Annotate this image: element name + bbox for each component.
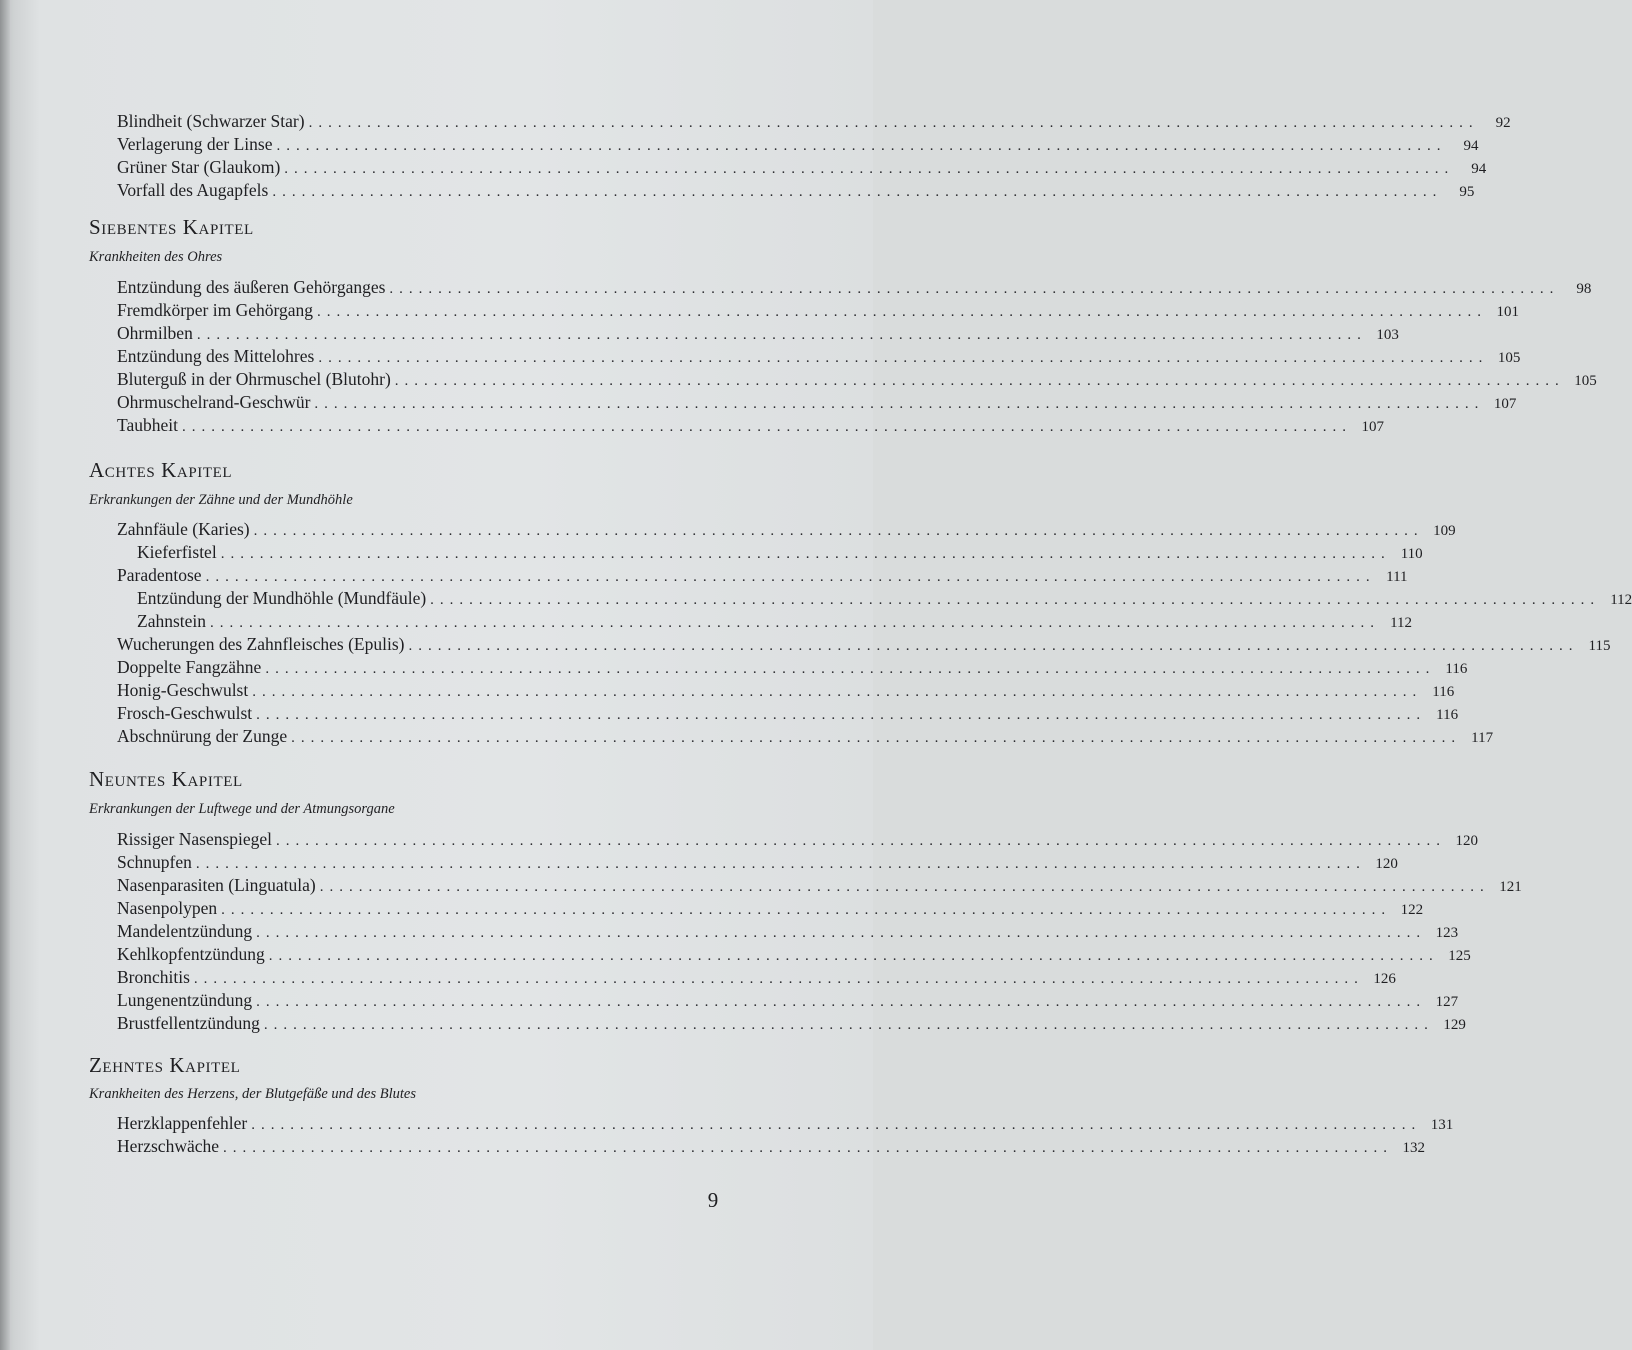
leader-dots: ........................................................................................................................ <box>276 138 1447 154</box>
chapter-heading: Neuntes Kapitel <box>89 767 243 791</box>
entry-label: Rissiger Nasenspiegel <box>117 829 273 849</box>
entry-page-number: 95 <box>1459 184 1475 200</box>
leader-dots: ........................................................................................................................ <box>389 281 1560 297</box>
toc-entry <box>117 725 1494 748</box>
entry-label: Blindheit (Schwarzer Star) <box>117 111 305 131</box>
chapter-heading: Siebentes Kapitel <box>89 215 254 239</box>
entry-page-number: 107 <box>1361 419 1384 435</box>
entry-label: Paradentose <box>117 565 202 585</box>
entry-page-number: 116 <box>1436 707 1459 723</box>
leader-dots: ........................................................................................................................ <box>251 1117 1422 1133</box>
entry-page-number: 129 <box>1443 1017 1466 1033</box>
entry-page-number: 127 <box>1435 994 1459 1010</box>
toc-entry <box>117 920 1459 943</box>
entry-label: Brustfellentzündung <box>117 1013 260 1033</box>
leader-dots: ........................................................................................................................ <box>272 184 1443 200</box>
toc-entry <box>117 156 1487 179</box>
toc-entry <box>117 989 1459 1012</box>
toc-entry <box>117 1112 1454 1135</box>
chapter-heading: Achtes Kapitel <box>89 458 233 482</box>
leader-dots: ........................................................................................................................ <box>314 396 1485 412</box>
leader-dots: ........................................................................................................................ <box>256 994 1427 1010</box>
entry-page-number: 116 <box>1432 684 1455 700</box>
chapter-subtitle: Erkrankungen der Luftwege und der Atmungsorgane <box>89 801 395 817</box>
entry-page-number: 116 <box>1445 661 1468 677</box>
toc-entry <box>117 897 1424 920</box>
entry-page-number: 126 <box>1373 971 1396 987</box>
entry-label: Herzschwäche <box>117 1136 220 1156</box>
leader-dots: ........................................................................................................................ <box>319 879 1490 895</box>
toc-entry <box>117 633 1611 656</box>
leader-dots: ........................................................................................................................ <box>308 115 1479 131</box>
toc-entry <box>117 368 1597 391</box>
leader-dots: ........................................................................................................................ <box>221 902 1392 918</box>
leader-dots: ........................................................................................................................ <box>195 856 1366 872</box>
chapter-heading: Zehntes Kapitel <box>89 1053 241 1077</box>
entry-page-number: 103 <box>1376 327 1399 343</box>
leader-dots: ........................................................................................................................ <box>256 707 1427 723</box>
toc-entry <box>117 828 1479 851</box>
entry-label: Zahnfäule (Karies) <box>117 519 250 539</box>
entry-label: Verlagerung der Linse <box>117 134 273 154</box>
entry-page-number: 125 <box>1448 948 1471 964</box>
entry-label: Zahnstein <box>137 611 207 631</box>
entry-label: Bluterguß in der Ohrmuschel (Blutohr) <box>117 369 391 389</box>
entry-page-number: 94 <box>1471 161 1487 177</box>
toc-entry <box>117 345 1521 368</box>
leader-dots: ........................................................................................................................ <box>408 638 1579 654</box>
toc-entry <box>117 276 1592 299</box>
entry-label: Entzündung des Mittelohres <box>117 346 315 366</box>
toc-entry <box>117 679 1455 702</box>
leader-dots: ........................................................................................................................ <box>276 833 1447 849</box>
entry-label: Mandelentzündung <box>117 921 253 941</box>
toc-entry <box>117 874 1522 897</box>
toc-subentry <box>137 541 1423 564</box>
chapter-subtitle: Krankheiten des Ohres <box>89 249 223 265</box>
leader-dots: ........................................................................................................................ <box>193 971 1364 987</box>
leader-dots: ........................................................................................................................ <box>265 661 1436 677</box>
entry-page-number: 123 <box>1435 925 1459 941</box>
toc-entry <box>117 564 1408 587</box>
toc-subentry <box>137 610 1413 633</box>
toc-entry <box>117 656 1468 679</box>
entry-page-number: 122 <box>1400 902 1424 918</box>
toc-entry <box>117 851 1398 874</box>
leader-dots: ........................................................................................................................ <box>284 161 1455 177</box>
entry-label: Vorfall des Augapfels <box>117 180 269 200</box>
leader-dots: ........................................................................................................................ <box>317 304 1488 320</box>
entry-label: Ohrmilben <box>117 323 193 343</box>
leader-dots: ........................................................................................................................ <box>220 546 1391 562</box>
entry-label: Grüner Star (Glaukom) <box>117 157 281 177</box>
leader-dots: ........................................................................................................................ <box>268 948 1439 964</box>
entry-page-number: 98 <box>1576 281 1592 297</box>
entry-page-number: 112 <box>1390 615 1413 631</box>
entry-page-number: 107 <box>1493 396 1517 412</box>
entry-page-number: 109 <box>1433 523 1456 539</box>
toc-entry <box>117 133 1479 156</box>
entry-page-number: 105 <box>1574 373 1597 389</box>
entry-label: Schnupfen <box>117 852 192 872</box>
entry-label: Kieferfistel <box>137 542 217 562</box>
entry-page-number: 120 <box>1375 856 1398 872</box>
entry-page-number: 112 <box>1610 592 1632 608</box>
entry-label: Frosch-Geschwulst <box>117 703 253 723</box>
toc-entry <box>117 966 1396 989</box>
leader-dots: ........................................................................................................................ <box>210 615 1381 631</box>
toc-entry <box>117 1012 1466 1035</box>
entry-label: Abschnürung der Zunge <box>117 726 288 746</box>
leader-dots: ........................................................................................................................ <box>253 523 1424 539</box>
entry-label: Nasenparasiten (Linguatula) <box>117 875 316 895</box>
entry-page-number: 92 <box>1495 115 1511 131</box>
toc-entry <box>117 299 1520 322</box>
leader-dots: ........................................................................................................................ <box>263 1017 1434 1033</box>
entry-page-number: 101 <box>1496 304 1520 320</box>
entry-label: Fremdkörper im Gehörgang <box>117 300 314 320</box>
entry-label: Ohrmuschelrand-Geschwür <box>117 392 311 412</box>
entry-page-number: 94 <box>1463 138 1479 154</box>
toc-entry <box>117 110 1511 133</box>
toc-entry <box>117 322 1399 345</box>
leader-dots: ........................................................................................................................ <box>196 327 1367 343</box>
entry-label: Bronchitis <box>117 967 190 987</box>
toc-entry <box>117 391 1517 414</box>
entry-label: Doppelte Fangzähne <box>117 657 262 677</box>
toc-subentry <box>137 587 1632 610</box>
entry-page-number: 115 <box>1588 638 1611 654</box>
leader-dots: ........................................................................................................................ <box>205 569 1376 585</box>
toc-entry <box>117 518 1456 541</box>
toc-entry <box>117 1135 1426 1158</box>
entry-label: Herzklappenfehler <box>117 1113 248 1133</box>
chapter-subtitle: Erkrankungen der Zähne und der Mundhöhle <box>89 492 353 508</box>
leader-dots: ........................................................................................................................ <box>394 373 1565 389</box>
entry-label: Nasenpolypen <box>117 898 218 918</box>
toc-entry <box>117 702 1459 725</box>
leader-dots: ........................................................................................................................ <box>252 684 1423 700</box>
page-number: 9 <box>707 1188 719 1212</box>
leader-dots: ........................................................................................................................ <box>223 1140 1394 1156</box>
toc-entry <box>117 179 1475 202</box>
entry-page-number: 120 <box>1455 833 1479 849</box>
entry-label: Kehlkopfentzündung <box>117 944 265 964</box>
leader-dots: ........................................................................................................................ <box>318 350 1489 366</box>
entry-page-number: 111 <box>1386 569 1408 585</box>
leader-dots: ........................................................................................................................ <box>291 730 1462 746</box>
toc-entry <box>117 414 1384 437</box>
entry-label: Lungenentzündung <box>117 990 253 1010</box>
entry-page-number: 110 <box>1400 546 1423 562</box>
entry-page-number: 131 <box>1430 1117 1454 1133</box>
entry-page-number: 117 <box>1471 730 1494 746</box>
leader-dots: ........................................................................................................................ <box>181 419 1352 435</box>
entry-page-number: 121 <box>1499 879 1522 895</box>
leader-dots: ........................................................................................................................ <box>256 925 1427 941</box>
toc-entry <box>117 943 1471 966</box>
entry-label: Entzündung des äußeren Gehörganges <box>117 277 386 297</box>
entry-page-number: 105 <box>1497 350 1521 366</box>
entry-label: Taubheit <box>117 415 178 435</box>
chapter-subtitle: Krankheiten des Herzens, der Blutgefäße und des Blutes <box>89 1086 416 1102</box>
entry-label: Honig-Geschwulst <box>117 680 249 700</box>
entry-label: Wucherungen des Zahnfleisches (Epulis) <box>117 634 405 654</box>
leader-dots: ........................................................................................................................ <box>430 592 1601 608</box>
entry-label: Entzündung der Mundhöhle (Mundfäule) <box>137 588 427 608</box>
entry-page-number: 132 <box>1402 1140 1426 1156</box>
